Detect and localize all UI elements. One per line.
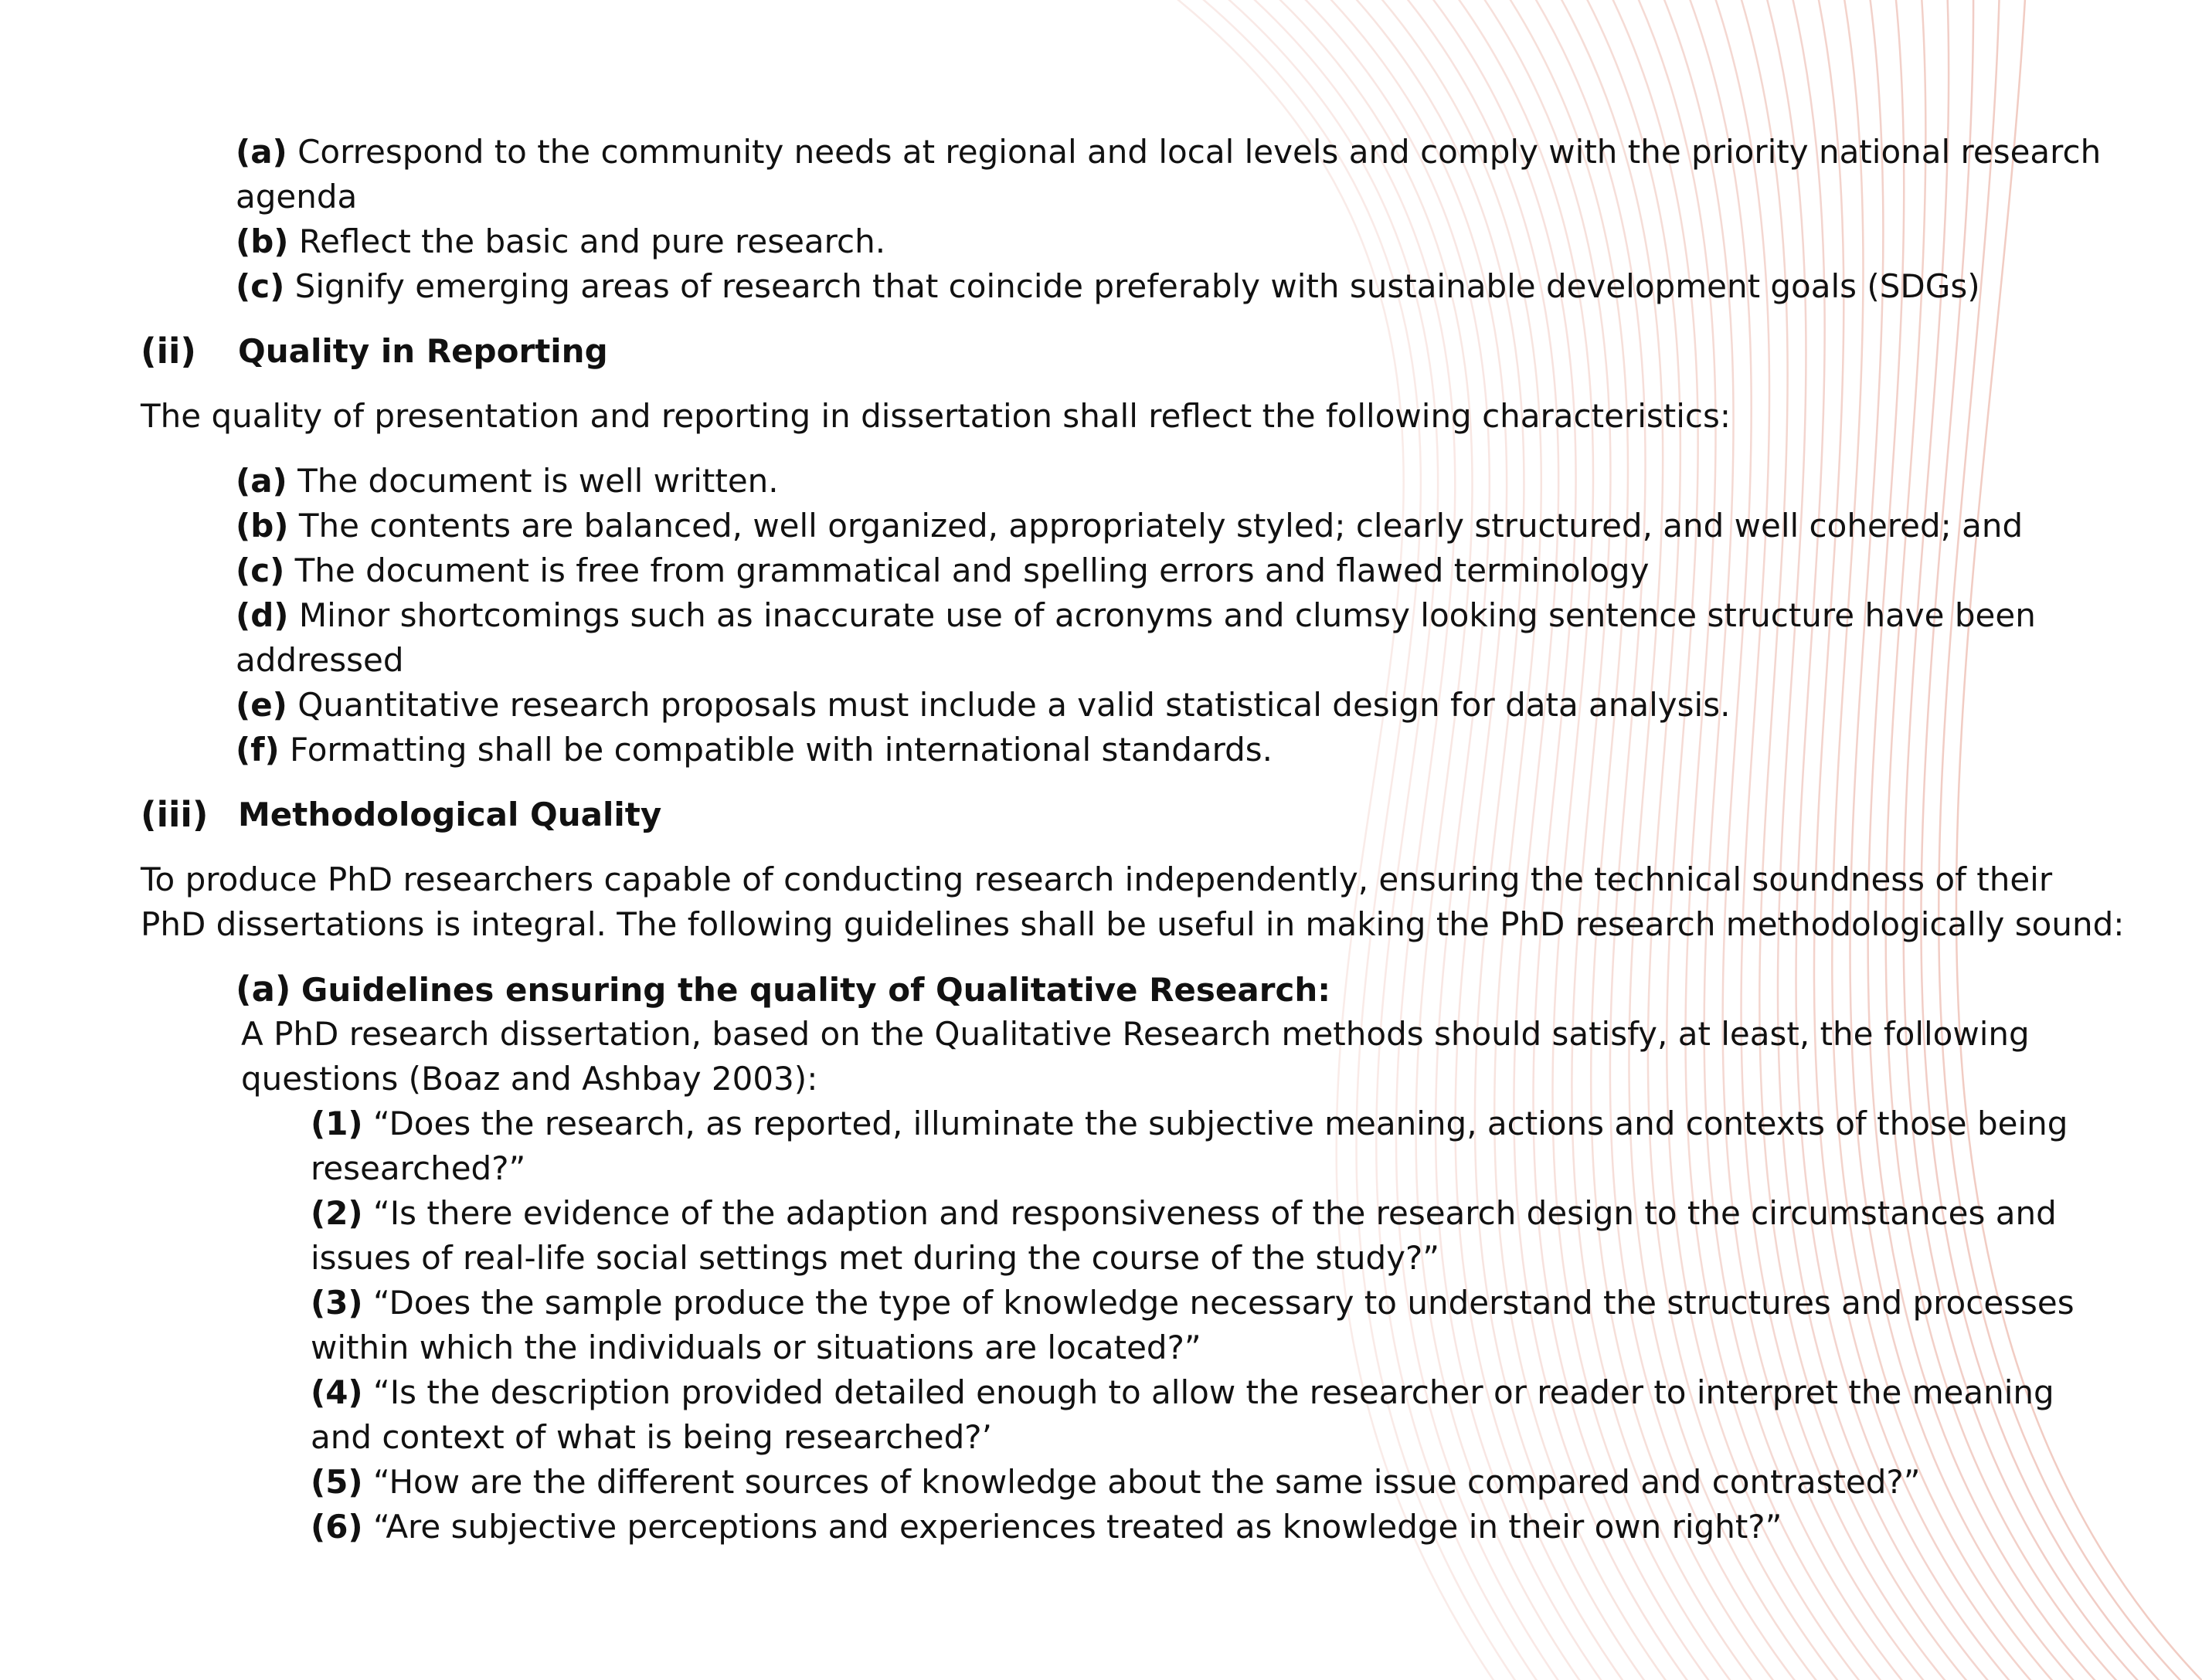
question-text: “Is there evidence of the adaption and responsiveness of the research design to the circumstances and — [372, 1194, 2057, 1232]
list-item — [236, 548, 1649, 593]
list-text: The document is free from grammatical and spelling errors and flawed terminology — [294, 552, 1650, 589]
question-continuation: and context of what is being researched?’ — [311, 1418, 992, 1456]
list-item — [236, 264, 1980, 309]
question-marker: (5) — [311, 1463, 363, 1501]
list-item-continuation: addressed — [236, 641, 404, 679]
list-marker: (e) — [236, 686, 287, 724]
question-marker: (4) — [311, 1373, 363, 1411]
list-item — [236, 593, 2036, 638]
list-marker: (c) — [236, 552, 285, 589]
question-item — [311, 1101, 2068, 1146]
list-text: Minor shortcomings such as inaccurate use of acronyms and clumsy looking sentence structure have been — [298, 596, 2036, 634]
paragraph-line: A PhD research dissertation, based on the Qualitative Research methods should satisfy, at least, the following — [241, 1015, 2030, 1053]
list-text: Formatting shall be compatible with international standards. — [290, 731, 1273, 769]
list-marker: (a) — [236, 969, 291, 1010]
list-text: The document is well written. — [297, 462, 779, 500]
list-marker: (a) — [236, 462, 287, 500]
list-item — [236, 130, 2101, 175]
list-text: Signify emerging areas of research that coincide preferably with sustainable development goals (SDGs) — [294, 267, 1980, 305]
paragraph-line: questions (Boaz and Ashbay 2003): — [241, 1060, 818, 1098]
question-continuation: researched?” — [311, 1149, 526, 1187]
list-text: The contents are balanced, well organized, appropriately styled; clearly structured, and well cohered; and — [298, 507, 2024, 545]
question-text: “Does the sample produce the type of knowledge necessary to understand the structures and processes — [372, 1284, 2075, 1322]
paragraph-line: PhD dissertations is integral. The following guidelines shall be useful in making the PhD research methodologically sound: — [141, 905, 2125, 943]
question-marker: (1) — [311, 1105, 363, 1142]
question-marker: (2) — [311, 1194, 363, 1232]
list-marker: (a) — [236, 133, 287, 171]
question-text: “Is the description provided detailed enough to allow the researcher or reader to interpret the meaning — [372, 1373, 2054, 1411]
list-text: Correspond to the community needs at regional and local levels and comply with the priority national research — [297, 133, 2102, 171]
question-continuation: issues of real-life social settings met during the course of the study?” — [311, 1239, 1440, 1277]
list-marker: (d) — [236, 596, 289, 634]
list-item — [236, 504, 2023, 548]
list-text: Quantitative research proposals must include a valid statistical design for data analysis. — [297, 686, 1731, 724]
question-text: “How are the different sources of knowledge about the same issue compared and contrasted?” — [372, 1463, 1921, 1501]
question-continuation: within which the individuals or situations are located?” — [311, 1329, 1201, 1366]
section-heading: Quality in Reporting — [238, 332, 608, 370]
list-item — [236, 459, 779, 504]
list-text: Reflect the basic and pure research. — [298, 222, 886, 260]
question-marker: (3) — [311, 1284, 363, 1322]
question-item — [311, 1370, 2054, 1415]
list-marker: (b) — [236, 507, 289, 545]
question-item — [311, 1505, 1782, 1549]
section-number: (ii) — [141, 331, 196, 372]
section-heading: Methodological Quality — [238, 796, 662, 833]
question-text: “Does the research, as reported, illuminate the subjective meaning, actions and contexts of those being — [372, 1105, 2068, 1142]
list-marker: (c) — [236, 267, 285, 305]
subsection-title: Guidelines ensuring the quality of Qualitative Research: — [301, 971, 1331, 1009]
question-item — [311, 1460, 1920, 1505]
section-number: (iii) — [141, 794, 209, 835]
question-item — [311, 1191, 2057, 1236]
list-item-continuation: agenda — [236, 178, 358, 216]
question-item — [311, 1281, 2075, 1325]
list-item — [236, 728, 1273, 772]
question-text: “Are subjective perceptions and experiences treated as knowledge in their own right?” — [372, 1508, 1782, 1546]
list-item — [236, 219, 885, 264]
list-marker: (f) — [236, 731, 280, 769]
paragraph-line: To produce PhD researchers capable of conducting research independently, ensuring the technical soundness of their — [141, 860, 2053, 898]
paragraph: The quality of presentation and reporting in dissertation shall reflect the following characteristics: — [141, 397, 1731, 435]
subsection-heading — [236, 967, 1330, 1013]
list-item — [236, 683, 1730, 728]
list-marker: (b) — [236, 222, 289, 260]
question-marker: (6) — [311, 1508, 363, 1546]
